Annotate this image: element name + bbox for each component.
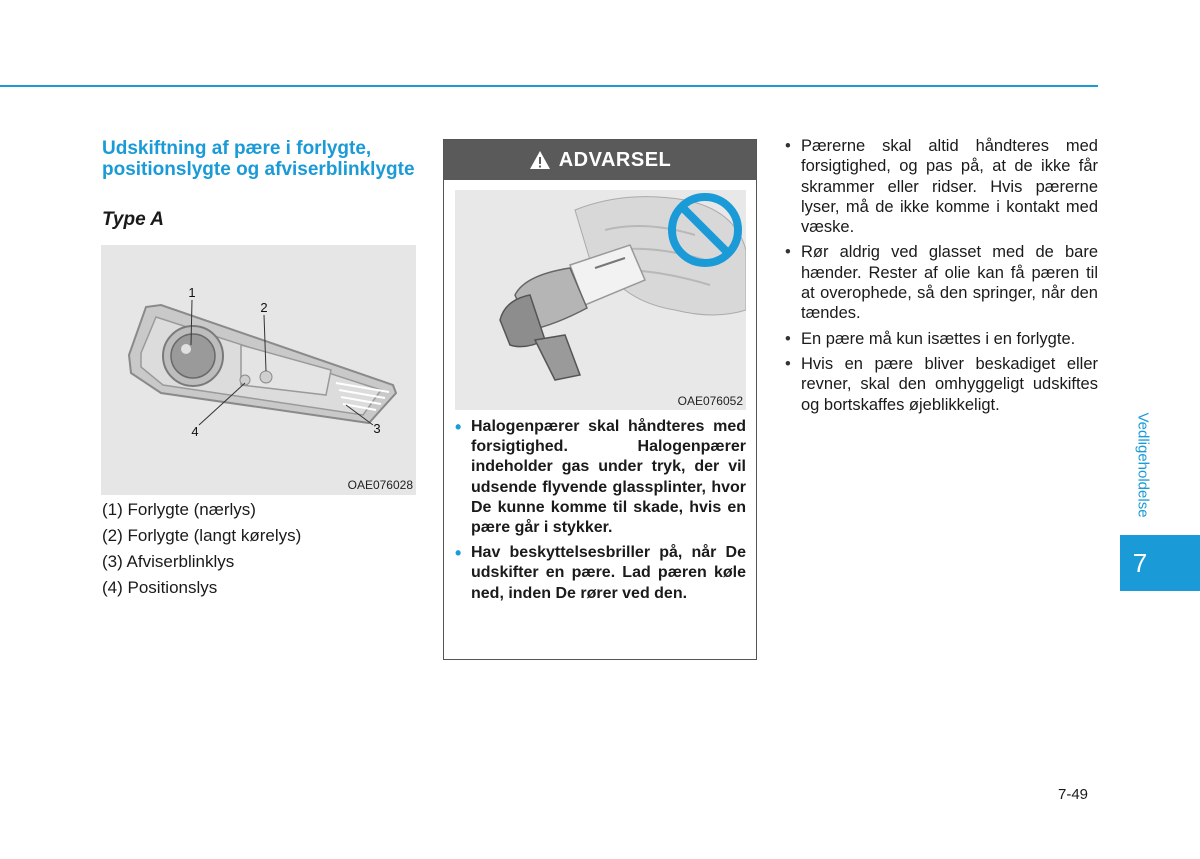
warning-item: • Hav beskyttelsesbriller på, når De udskifter en pære. Lad pæren køle ned, inden De rører ved den. bbox=[455, 543, 746, 604]
bulb-illustration bbox=[455, 190, 746, 410]
warning-header bbox=[444, 140, 756, 180]
legend-item: (4) Positionslys bbox=[102, 578, 218, 597]
legend-item: (3) Afviserblinklys bbox=[102, 552, 235, 571]
warning-triangle-icon bbox=[529, 150, 551, 170]
warning-item: • Halogenpærer skal håndteres med forsigtighed. Halogenpærer indeholder gas under tryk, der vil udsende flyvende glassplinter, hvor De kunne komme til skade, hvis en pære går i stykker. bbox=[455, 417, 746, 538]
chapter-tab bbox=[1120, 535, 1200, 591]
instruction-item: • Hvis en pære bliver beskadiget eller revner, skal den omhyggeligt udskiftes og bortskaffes øjeblikkeligt. bbox=[785, 354, 1098, 415]
legend-item: (2) Forlygte (langt kørelys) bbox=[102, 526, 302, 545]
callout-2: 2 bbox=[260, 300, 268, 315]
warning-list bbox=[455, 417, 746, 609]
warning-title: ADVARSEL bbox=[558, 148, 672, 171]
legend-list bbox=[102, 497, 301, 601]
warning-box bbox=[443, 139, 757, 660]
callout-1: 1 bbox=[188, 285, 196, 300]
bulb-photo bbox=[455, 190, 746, 410]
headlamp-figure bbox=[101, 245, 416, 495]
header-rule bbox=[0, 85, 1098, 87]
chapter-name: Vedligeholdelse bbox=[1134, 412, 1152, 518]
instruction-list bbox=[785, 136, 1098, 420]
instruction-item: • Rør aldrig ved glasset med de bare hænder. Rester af olie kan få pæren til at overophede, så den springer, når den tændes. bbox=[785, 242, 1098, 323]
callout-3: 3 bbox=[373, 421, 381, 436]
instruction-item: • Pærerne skal altid håndteres med forsigtighed, og pas på, at de ikke får skrammer eller ridser. Hvis pærerne lyser, må de ikke komme i kontakt med væske. bbox=[785, 136, 1098, 237]
figure-code: OAE076028 bbox=[347, 478, 413, 492]
section-title: Udskiftning af pære i forlygte, positionslygte og afviserblinklygte bbox=[102, 138, 415, 180]
legend-item: (1) Forlygte (nærlys) bbox=[102, 500, 256, 519]
page-number: 7-49 bbox=[1058, 786, 1089, 803]
chapter-number: 7 bbox=[1132, 547, 1148, 578]
instruction-item: • En pære må kun isættes i en forlygte. bbox=[785, 329, 1098, 349]
photo-code: OAE076052 bbox=[677, 394, 743, 408]
chapter-side-label bbox=[1123, 395, 1163, 535]
headlamp-illustration bbox=[101, 245, 416, 495]
type-label: Type A bbox=[102, 209, 164, 230]
callout-4: 4 bbox=[191, 424, 199, 439]
